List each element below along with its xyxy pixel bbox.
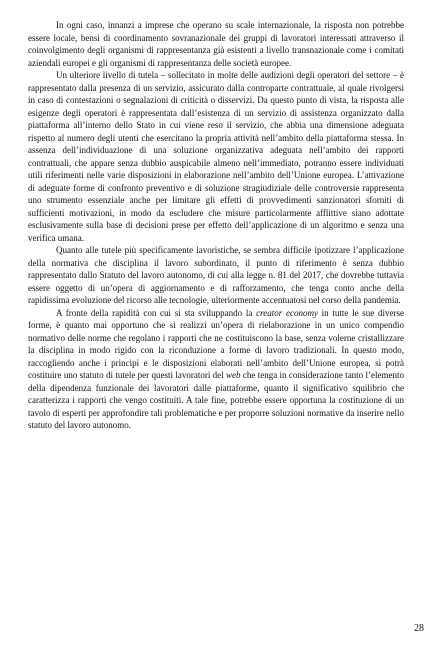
text-run: In ogni caso, innanzi a imprese che operano su scale internazionale, la risposta non potrebbe essere locale, bensì di coordinamento sovranazionale dei gruppi di lavoratori interessati attraverso il coinvolgimento degli organismi di rappresentanza già esistenti a livello transnazionale come i comitati aziendali europei e gli organismi di rappresentanza delle società europee. — [28, 20, 404, 68]
text-run: Quanto alle tutele più specificamente lavoristiche, se sembra difficile ipotizzare l’applicazione della normativa che disciplina il lavoro subordinato, il punto di riferimento è senza dubbio rappresentato dallo Statuto del lavoro autonomo, di cui alla legge n. 81 del 2017, che dovrebbe tuttavia essere oggetto di un’opera di aggiornamento e di rafforzamento, che tenga conto anche della rapidissima evoluzione del ricorso alle tecnologie, ulteriormente accentuatosi nel corso della pandemia. — [28, 245, 404, 305]
italic-term: web — [226, 370, 241, 380]
paragraph — [28, 307, 404, 432]
paragraph — [28, 69, 404, 244]
page-number: 28 — [414, 623, 424, 634]
paragraph — [28, 19, 404, 69]
text-run: Un ulteriore livello di tutela – sollecitato in molte delle audizioni degli operatori del settore – è rappresentato dalla presenza di un servizio, assicurato dalla controparte contrattuale, al quale rivolgersi in caso di contestazioni o segnalazioni di criticità o disservizi. Da questo punto di vista, la risposta alle esigenze degli operatori è rappresentata dall’esistenza di un servizio di assistenza organizzato dalla piattaforma all’interno dello Stato in cui viene reso il servizio, che abbia una dimensione adeguata rispetto al numero degli utenti che esercitano la propria attività nell’ambito della piattaforma stessa. In assenza dell’individuazione di una soluzione organizzativa adeguata nell’ambito dei rapporti contrattuali, che appare senza dubbio auspicabile almeno nell’immediato, potranno essere individuati utili riferimenti nelle varie disposizioni in elaborazione nell’ambito dell’Unione europea. L’attivazione di adeguate forme di confronto preventivo e di soluzione stragiudiziale delle controversie rappresenta uno strumento essenziale anche per limitare gli effetti di provvedimenti sanzionatori sforniti di sufficienti motivazioni, in modo da escludere che misure particolarmente afflittive siano adottate esclusivamente sulla base di decisioni prese per effetto dell’applicazione di un algoritmo e senza una verifica umana. — [28, 70, 404, 243]
text-run: in tutte le sue diverse forme, è quanto mai opportuno che si realizzi un’opera di rielaborazione in un unico compendio normativo delle norme che regolano i rapporti che ne costituiscono la base, senza volerne cristallizzare la disciplina in modo rigido con la riconduzione a forme di lavoro tradizionali. In questo modo, raccogliendo anche i principi e le disposizioni elaborati nell’ambito dell’Unione europea, si potrà costituire uno statuto di tutele per questi lavoratori del — [28, 307, 404, 380]
text-run: A fronte della rapidità con cui si sta sviluppando la — [56, 307, 257, 318]
italic-term: creator economy — [256, 307, 318, 318]
text-run: che tenga in considerazione tanto l’elemento della dipendenza funzionale dei lavoratori dalle piattaforme, quanto il significativo squilibrio che caratterizza i rapporti che vengo costituiti. A tale fine, potrebbe essere opportuna la costituzione di un tavolo di esperti per approfondire tali problematiche e per proporre soluzioni normative da inserire nello statuto del lavoro autonomo. — [28, 370, 405, 430]
paragraph — [28, 244, 404, 307]
body-text — [28, 19, 404, 432]
